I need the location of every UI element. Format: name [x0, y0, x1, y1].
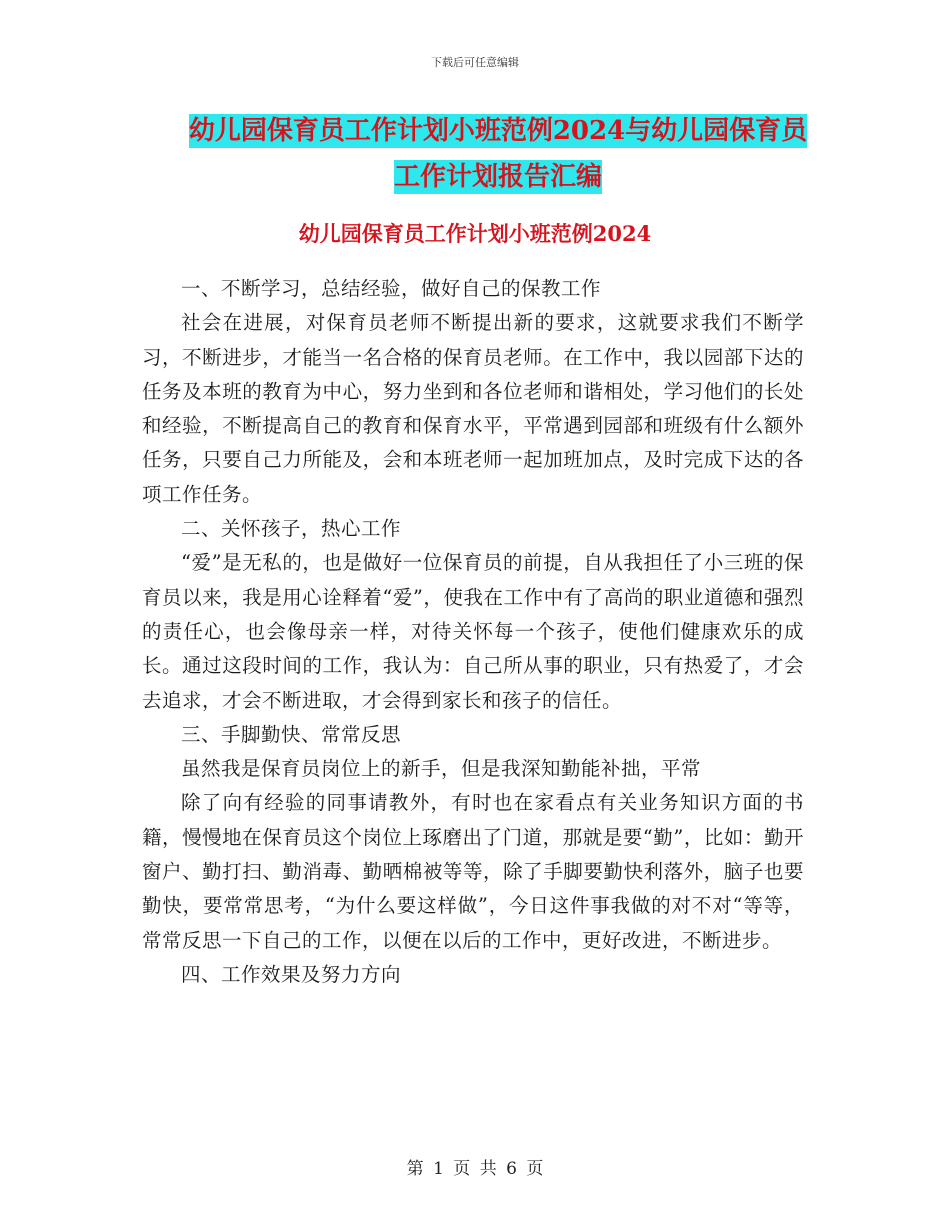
document-title — [186, 108, 810, 200]
heading-4: 四、工作效果及努力方向 — [181, 962, 402, 986]
paragraph-1: 社会在进展，对保育员老师不断提出新的要求，这就要求我们不断学习，不断进步，才能当一名合格的保育员老师。在工作中，我以园部下达的任务及本班的教育为中心，努力坐到和各位老师和谐相处，学习他们的长处和经验，不断提高自己的教育和保育水平，平常遇到园部和班级有什么额外任务，只要自己力所能及，会和本班老师一起加班加点，及时完成下达的各项工作任务。 — [142, 311, 804, 506]
paragraph-3b: 除了向有经验的同事请教外，有时也在家看点有关业务知识方面的书籍，慢慢地在保育员这个岗位上琢磨出了门道，那就是要“勤”，比如：勤开窗户、勤打扫、勤消毒、勤晒棉被等等，除了手脚要勤快利落外，脑子也要勤快，要常常思考，“为什么要这样做”，今日这件事我做的对不对“等等，常常反思一下自己的工作，以便在以后的工作中，更好改进，不断进步。 — [142, 791, 804, 952]
paragraph-2: “爱”是无私的，也是做好一位保育员的前提，自从我担任了小三班的保育员以来，我是用心诠释着“爱”，使我在工作中有了高尚的职业道德和强烈的责任心，也会像母亲一样，对待关怀每一个孩子，使他们健康欢乐的成长。通过这段时间的工作，我认为：自己所从事的职业，只有热爱了，才会去追求，才会不断进取，才会得到家长和孩子的信任。 — [142, 551, 804, 712]
document-title-line-2: 工作计划报告汇编 — [393, 162, 602, 192]
page-header-note: 下载后可任意编辑 — [431, 56, 519, 69]
paragraph-3a: 虽然我是保育员岗位上的新手，但是我深知勤能补拙，平常 — [181, 757, 702, 781]
document-body — [142, 272, 804, 992]
heading-3: 三、手脚勤快、常常反思 — [181, 722, 402, 746]
heading-1: 一、不断学习，总结经验，做好自己的保教工作 — [181, 277, 602, 300]
document-title-line-1: 幼儿园保育员工作计划小班范例2024与幼儿园保育员 — [188, 116, 808, 146]
section-title: 幼儿园保育员工作计划小班范例2024 — [298, 221, 652, 246]
page-footer: 第 1 页 共 6 页 — [406, 1159, 544, 1179]
heading-2: 二、关怀孩子，热心工作 — [181, 517, 402, 541]
